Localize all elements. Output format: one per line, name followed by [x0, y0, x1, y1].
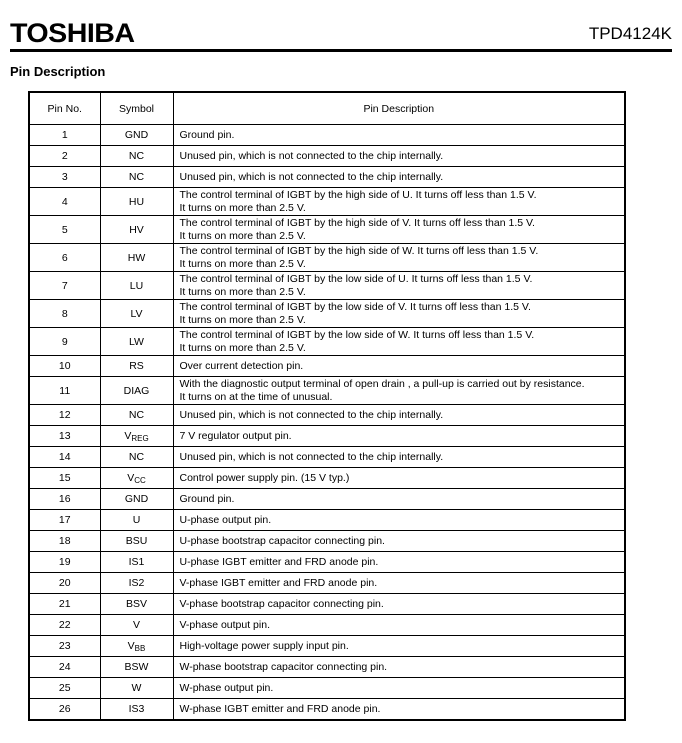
description-line: W-phase bootstrap capacitor connecting pin. — [179, 660, 388, 673]
cell-symbol: IS3 — [100, 699, 173, 721]
cell-pin-description — [173, 146, 625, 167]
cell-symbol: LW — [100, 328, 173, 356]
table-row — [29, 244, 625, 272]
table-row — [29, 328, 625, 356]
description-line: U-phase bootstrap capacitor connecting pin. — [179, 534, 385, 547]
table-row — [29, 300, 625, 328]
table-row — [29, 167, 625, 188]
symbol-base: V — [127, 472, 135, 484]
description-line: W-phase output pin. — [179, 681, 274, 694]
pin-description-table-container — [28, 91, 624, 721]
cell-pin-no: 5 — [29, 216, 100, 244]
cell-pin-description — [173, 699, 625, 721]
cell-pin-description — [173, 510, 625, 531]
cell-pin-description — [173, 272, 625, 300]
symbol-subscript: BB — [134, 644, 146, 653]
column-header-pin-no: Pin No. — [29, 92, 100, 125]
description-line: High-voltage power supply input pin. — [179, 639, 349, 652]
cell-pin-description — [173, 573, 625, 594]
cell-symbol: BSU — [100, 531, 173, 552]
cell-symbol: GND — [100, 125, 173, 146]
cell-pin-no: 7 — [29, 272, 100, 300]
cell-pin-description — [173, 405, 625, 426]
cell-pin-no: 2 — [29, 146, 100, 167]
cell-pin-no: 18 — [29, 531, 100, 552]
table-row — [29, 468, 625, 489]
description-line: With the diagnostic output terminal of open drain , a pull-up is carried out by resistance. — [179, 378, 585, 390]
header-rule — [10, 49, 672, 52]
cell-pin-no: 9 — [29, 328, 100, 356]
description-line: 7 V regulator output pin. — [179, 429, 292, 442]
description-line: Unused pin, which is not connected to the chip internally. — [179, 408, 444, 421]
table-row — [29, 594, 625, 615]
cell-pin-description — [173, 167, 625, 188]
cell-pin-no: 25 — [29, 678, 100, 699]
cell-pin-description — [173, 615, 625, 636]
cell-symbol: NC — [100, 167, 173, 188]
cell-symbol: NC — [100, 405, 173, 426]
column-header-pin-description: Pin Description — [173, 92, 625, 125]
symbol-base: V — [127, 640, 135, 652]
table-row — [29, 125, 625, 146]
table-row — [29, 615, 625, 636]
description-line: V-phase IGBT emitter and FRD anode pin. — [179, 576, 378, 589]
description-line: V-phase output pin. — [179, 618, 270, 631]
table-row — [29, 552, 625, 573]
part-number: TPD4124K — [588, 24, 672, 43]
cell-symbol: HU — [100, 188, 173, 216]
cell-pin-no: 24 — [29, 657, 100, 678]
description-line: The control terminal of IGBT by the low side of V. It turns off less than 1.5 V. — [179, 301, 531, 313]
cell-pin-no: 15 — [29, 468, 100, 489]
cell-pin-description — [173, 356, 625, 377]
description-line: It turns on more than 2.5 V. — [179, 313, 306, 326]
cell-pin-description — [173, 468, 625, 489]
cell-symbol: NC — [100, 146, 173, 167]
column-header-symbol: Symbol — [100, 92, 173, 125]
cell-symbol: IS2 — [100, 573, 173, 594]
description-line: V-phase bootstrap capacitor connecting pin. — [179, 597, 384, 610]
table-row — [29, 146, 625, 167]
symbol-base: V — [124, 430, 132, 442]
cell-symbol — [100, 426, 173, 447]
table-row — [29, 405, 625, 426]
cell-pin-description — [173, 447, 625, 468]
description-line: The control terminal of IGBT by the high side of W. It turns off less than 1.5 V. — [179, 245, 539, 257]
cell-pin-no: 20 — [29, 573, 100, 594]
cell-pin-no: 22 — [29, 615, 100, 636]
table-header-row — [29, 92, 625, 125]
cell-pin-no: 23 — [29, 636, 100, 657]
description-line: Unused pin, which is not connected to the chip internally. — [179, 149, 444, 162]
cell-pin-no: 10 — [29, 356, 100, 377]
cell-pin-no: 4 — [29, 188, 100, 216]
cell-pin-no: 1 — [29, 125, 100, 146]
cell-symbol: BSW — [100, 657, 173, 678]
symbol-subscript: REG — [131, 434, 149, 443]
cell-pin-no: 17 — [29, 510, 100, 531]
cell-symbol: RS — [100, 356, 173, 377]
cell-pin-description — [173, 678, 625, 699]
cell-symbol: V — [100, 615, 173, 636]
table-row — [29, 272, 625, 300]
table-header — [29, 92, 625, 125]
cell-pin-no: 13 — [29, 426, 100, 447]
table-row — [29, 356, 625, 377]
cell-pin-no: 14 — [29, 447, 100, 468]
page-header — [0, 0, 682, 56]
description-line: Ground pin. — [179, 492, 235, 505]
cell-pin-description — [173, 125, 625, 146]
cell-symbol: NC — [100, 447, 173, 468]
cell-pin-no: 16 — [29, 489, 100, 510]
table-row — [29, 678, 625, 699]
cell-pin-no: 21 — [29, 594, 100, 615]
table-row — [29, 377, 625, 405]
table-row — [29, 426, 625, 447]
table-row — [29, 447, 625, 468]
cell-pin-no: 19 — [29, 552, 100, 573]
table-row — [29, 657, 625, 678]
cell-pin-description — [173, 594, 625, 615]
cell-pin-description — [173, 636, 625, 657]
description-line: Unused pin, which is not connected to the chip internally. — [179, 450, 444, 463]
description-line: Over current detection pin. — [179, 359, 304, 372]
description-line: It turns on at the time of unusual. — [179, 390, 333, 403]
description-line: The control terminal of IGBT by the high side of U. It turns off less than 1.5 V. — [179, 189, 537, 201]
description-line: W-phase IGBT emitter and FRD anode pin. — [179, 702, 381, 715]
symbol-subscript: CC — [134, 476, 146, 485]
cell-symbol: LV — [100, 300, 173, 328]
description-line: It turns on more than 2.5 V. — [179, 285, 306, 298]
description-line: Unused pin, which is not connected to the chip internally. — [179, 170, 444, 183]
table-row — [29, 489, 625, 510]
cell-pin-description — [173, 426, 625, 447]
table-row — [29, 531, 625, 552]
section-title: Pin Description — [10, 64, 106, 79]
cell-symbol: DIAG — [100, 377, 173, 405]
cell-pin-description — [173, 489, 625, 510]
cell-pin-description — [173, 552, 625, 573]
description-line: U-phase output pin. — [179, 513, 272, 526]
cell-pin-description — [173, 377, 625, 405]
cell-symbol: LU — [100, 272, 173, 300]
description-line: The control terminal of IGBT by the low side of U. It turns off less than 1.5 V. — [179, 273, 533, 285]
cell-symbol: BSV — [100, 594, 173, 615]
cell-pin-description — [173, 328, 625, 356]
table-row — [29, 510, 625, 531]
toshiba-logo: TOSHIBA — [10, 18, 135, 48]
cell-symbol — [100, 468, 173, 489]
cell-pin-no: 8 — [29, 300, 100, 328]
cell-pin-description — [173, 244, 625, 272]
table-row — [29, 573, 625, 594]
cell-pin-no: 3 — [29, 167, 100, 188]
cell-pin-no: 11 — [29, 377, 100, 405]
cell-symbol: GND — [100, 489, 173, 510]
description-line: Ground pin. — [179, 128, 235, 141]
table-row — [29, 188, 625, 216]
pin-description-table — [28, 91, 626, 721]
cell-pin-description — [173, 300, 625, 328]
cell-pin-no: 26 — [29, 699, 100, 721]
description-line: The control terminal of IGBT by the low side of W. It turns off less than 1.5 V. — [179, 329, 535, 341]
cell-symbol: HW — [100, 244, 173, 272]
description-line: It turns on more than 2.5 V. — [179, 201, 306, 214]
cell-symbol: U — [100, 510, 173, 531]
cell-pin-description — [173, 657, 625, 678]
description-line: U-phase IGBT emitter and FRD anode pin. — [179, 555, 379, 568]
description-line: It turns on more than 2.5 V. — [179, 229, 306, 242]
description-line: It turns on more than 2.5 V. — [179, 341, 306, 354]
table-row — [29, 216, 625, 244]
cell-pin-no: 6 — [29, 244, 100, 272]
cell-symbol: IS1 — [100, 552, 173, 573]
description-line: The control terminal of IGBT by the high side of V. It turns off less than 1.5 V. — [179, 217, 535, 229]
cell-symbol: HV — [100, 216, 173, 244]
cell-pin-no: 12 — [29, 405, 100, 426]
description-line: It turns on more than 2.5 V. — [179, 257, 306, 270]
cell-pin-description — [173, 216, 625, 244]
cell-symbol — [100, 636, 173, 657]
table-body — [29, 125, 625, 721]
cell-symbol: W — [100, 678, 173, 699]
table-row — [29, 699, 625, 721]
cell-pin-description — [173, 188, 625, 216]
description-line: Control power supply pin. (15 V typ.) — [179, 471, 350, 484]
cell-pin-description — [173, 531, 625, 552]
table-row — [29, 636, 625, 657]
